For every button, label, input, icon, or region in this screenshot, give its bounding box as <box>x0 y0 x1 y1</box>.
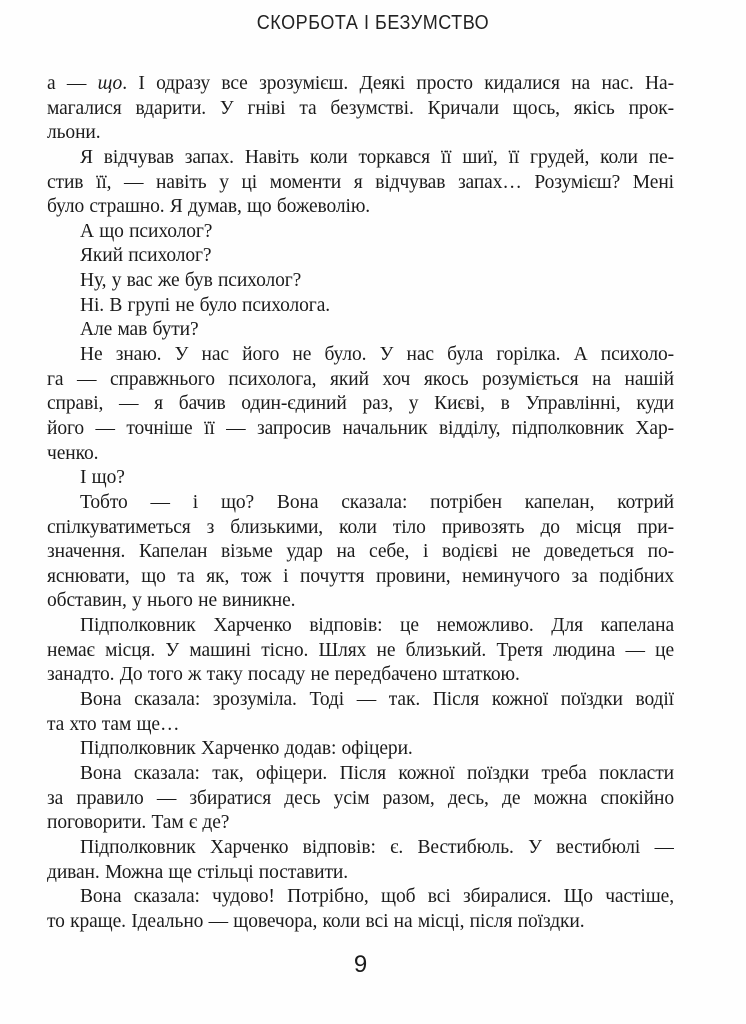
paragraph <box>47 146 674 220</box>
text-line: І що? <box>80 467 125 489</box>
text-line: його — точніше її — запросив начальник відділу, підполковник Хар- <box>47 417 674 439</box>
text-line: Який психолог? <box>80 245 212 267</box>
text-line: стив її, — навіть у ці моменти я відчував запах… Розумієш? Мені <box>47 171 674 193</box>
text-line: магалися вдарити. У гніві та безумстві. Кричали щось, якісь прок- <box>47 97 674 119</box>
paragraph <box>47 614 674 688</box>
paragraph <box>47 491 674 614</box>
text-line: льони. <box>47 122 101 144</box>
text-line: обставин, у нього не виникне. <box>47 590 296 612</box>
text-line: поговорити. Там є де? <box>47 812 230 834</box>
paragraph <box>47 836 674 885</box>
text-line: Вона сказала: чудово! Потрібно, щоб всі збиралися. Що частіше, <box>80 886 674 908</box>
text-line: за правило — збиратися десь усім разом, десь, де можна спокійно <box>47 787 674 809</box>
text-line: та хто там ще… <box>47 713 180 735</box>
paragraph <box>47 244 674 269</box>
paragraph <box>47 762 674 836</box>
text-line: А що психолог? <box>80 220 213 242</box>
text-line: значення. Капелан візьме удар на себе, і водієві не доведеться по- <box>47 541 674 563</box>
text-line: ченко. <box>47 442 99 464</box>
text-line: га — справжнього психолога, який хоч якось розуміється на нашій <box>47 368 674 390</box>
paragraph <box>47 737 674 762</box>
text-line: а — що. І одразу все зрозумієш. Деякі просто кидалися на нас. На- <box>47 73 674 94</box>
running-header: СКОРБОТА І БЕЗУМСТВО <box>256 12 490 34</box>
paragraph <box>47 343 674 466</box>
text-line: Підполковник Харченко додав: офіцери. <box>80 738 413 760</box>
text-line: Ні. В групі не було психолога. <box>80 294 331 316</box>
text-line: Ну, у вас же був психолог? <box>80 270 302 292</box>
text-line: занадто. До того ж таку посаду не передбачено штаткою. <box>47 664 520 686</box>
text-line: спілкуватиметься з близькими, коли тіло привозять до місця при- <box>47 516 674 538</box>
paragraph <box>47 466 674 491</box>
text-line: диван. Можна ще стільці поставити. <box>47 861 349 883</box>
text-line: немає місця. У машині тісно. Шлях не близький. Третя людина — це <box>47 639 674 661</box>
paragraph <box>47 294 674 319</box>
body-text <box>47 72 674 934</box>
text-line: справі, — я бачив один-єдиний раз, у Києві, в Управлінні, куди <box>47 393 674 415</box>
paragraph <box>47 688 674 737</box>
text-line: Вона сказала: так, офіцери. Після кожної поїздки треба покласти <box>80 762 674 784</box>
paragraph <box>47 885 674 934</box>
paragraph <box>47 220 674 245</box>
text-line: Але мав бути? <box>80 319 199 341</box>
text-line: Вона сказала: зрозуміла. Тоді — так. Після кожної поїздки водії <box>80 689 674 711</box>
text-line: Підполковник Харченко відповів: це неможливо. Для капелана <box>80 615 674 637</box>
text-line: Я відчував запах. Навіть коли торкався її шиї, її грудей, коли пе- <box>80 146 674 168</box>
paragraph <box>47 72 674 146</box>
text-line: було страшно. Я думав, що божеволію. <box>47 196 371 218</box>
text-line: Підполковник Харченко відповів: є. Вестибюль. У вестибюлі — <box>80 836 674 858</box>
text-line: яснювати, що та як, тож і почуття провини, неминучого за подібних <box>47 565 674 587</box>
text-line: Тобто — і що? Вона сказала: потрібен капелан, котрий <box>80 491 674 513</box>
paragraph <box>47 318 674 343</box>
text-line: Не знаю. У нас його не було. У нас була горілка. А психоло- <box>80 344 674 366</box>
paragraph <box>47 269 674 294</box>
text-line: то краще. Ідеально — щовечора, коли всі на місці, після поїздки. <box>47 910 585 932</box>
page-number: 9 <box>353 951 368 978</box>
